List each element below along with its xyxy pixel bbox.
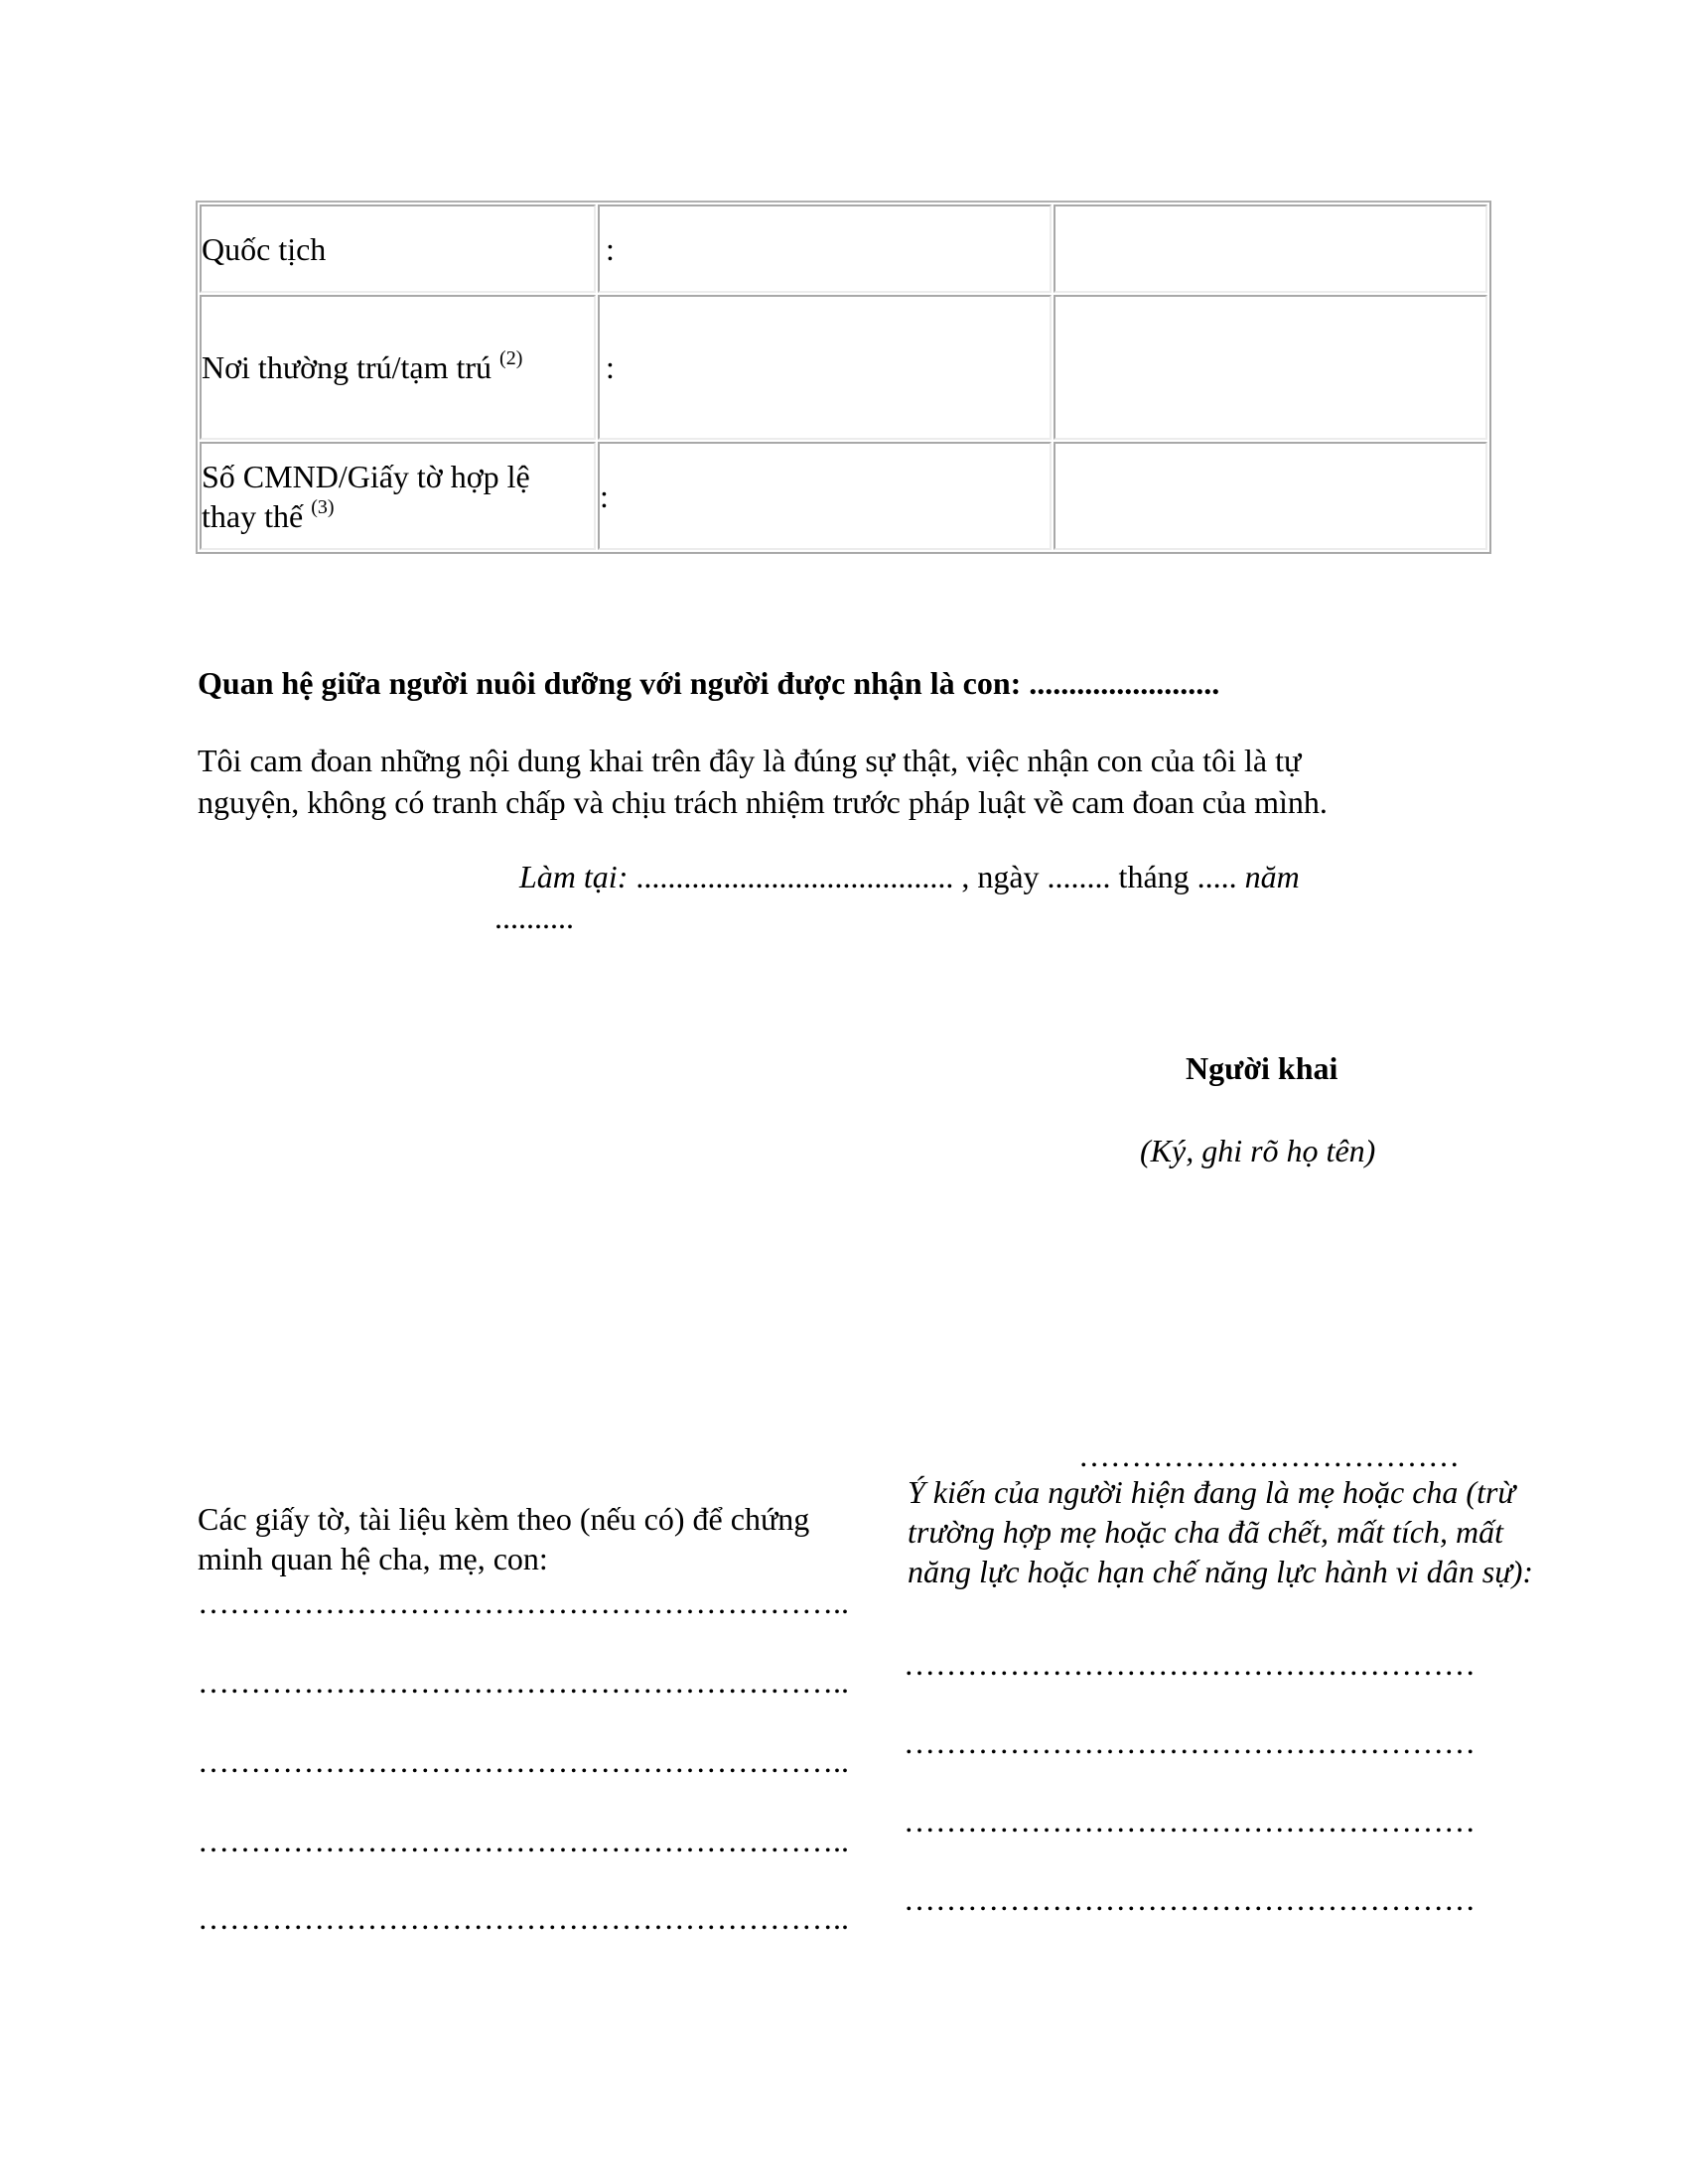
id-number-value-field[interactable] [1054,442,1487,550]
parent-opinion-label-line-1: Ý kiến của người hiện đang là mẹ hoặc cha (trừ [908,1474,1515,1510]
relationship-fill[interactable]: ........................ [1021,665,1220,701]
parent-opinion-line-1[interactable]: ……………………………………………… [904,1646,1476,1682]
attachment-line-3[interactable]: …………………………………………………….. [198,1743,849,1779]
nationality-value-field[interactable] [1054,205,1487,293]
residence-label: Nơi thường trú/tạm trú [202,349,500,385]
place-label: Làm tại: [519,859,629,894]
table-row-nationality [200,205,1487,293]
residence-separator-cell [598,295,1052,440]
signature-note: (Ký, ghi rõ họ tên) [1140,1133,1376,1168]
declaration-line-1: Tôi cam đoan những nội dung khai trên đây là đúng sự thật, việc nhận con của tôi là tự [198,743,1302,778]
residence-label-cell [200,295,596,440]
parent-opinion-line-2[interactable]: ……………………………………………… [904,1724,1476,1760]
id-number-separator-cell [598,442,1052,550]
residence-separator: : [606,349,615,385]
footnote-ref-2: (2) [499,347,523,369]
table-row-residence [200,295,1487,440]
attachment-line-2[interactable]: …………………………………………………….. [198,1664,849,1700]
parent-opinion-line-3[interactable]: ……………………………………………… [904,1803,1476,1839]
attachments-label-line-1: Các giấy tờ, tài liệu kèm theo (nếu có) để chứng [198,1501,810,1537]
nationality-separator: : [606,230,615,267]
parent-opinion-label-line-3: năng lực hoặc hạn chế năng lực hành vi dân sự): [908,1554,1534,1589]
attachments-label-line-2: minh quan hệ cha, mẹ, con: [198,1541,548,1576]
parent-opinion-label-line-2: trường hợp mẹ hoặc cha đã chết, mất tích, mất [908,1514,1503,1550]
attachment-line-4[interactable]: …………………………………………………….. [198,1823,849,1858]
year-fill[interactable]: .......... [494,899,574,935]
id-number-separator: : [600,478,609,514]
nationality-label-cell [200,205,596,293]
attachment-line-1[interactable]: …………………………………………………….. [198,1584,849,1620]
place-date-line [519,856,1300,897]
place-date-fill[interactable]: ........................................ , ngày ........ tháng ..... [628,859,1245,894]
nationality-label: Quốc tịch [202,230,327,267]
signer-title: Người khai [1186,1050,1338,1086]
parent-opinion-line-4[interactable]: ……………………………………………… [904,1881,1476,1917]
residence-value-field[interactable] [1054,295,1487,440]
attachment-line-5[interactable]: …………………………………………………….. [198,1900,849,1936]
nationality-separator-cell [598,205,1052,293]
info-table [196,201,1491,554]
declaration-line-2: nguyện, không có tranh chấp và chịu trách nhiệm trước pháp luật về cam đoan của mình. [198,784,1328,820]
id-number-label-cell [200,442,596,550]
table-row-id-number [200,442,1487,550]
relationship-line [198,662,1219,704]
parent-opinion-top-fill[interactable]: ……………………………… [1078,1437,1460,1473]
id-number-label-line2: thay thế [202,497,312,534]
id-number-label-line1: Số CMND/Giấy tờ hợp lệ [202,458,530,494]
relationship-label: Quan hệ giữa người nuôi dưỡng với người được nhận là con: [198,665,1022,701]
footnote-ref-3: (3) [311,495,335,518]
year-label: năm [1244,859,1300,894]
